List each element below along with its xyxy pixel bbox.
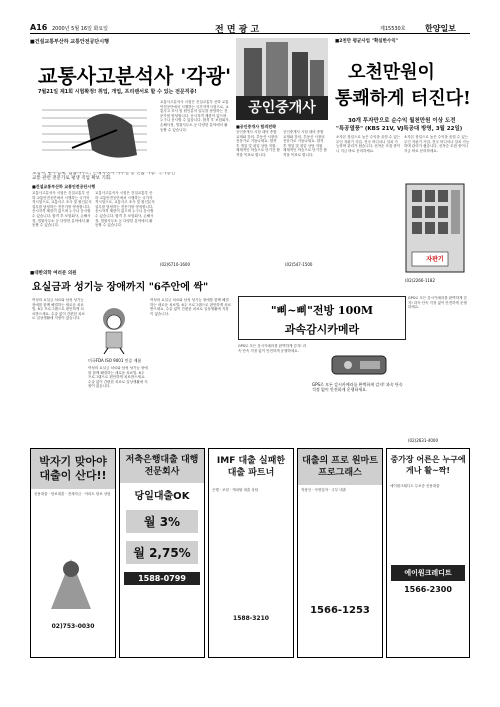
ad4-subtitle2: "특공열풍" (KBS 21V, VJ특공대 방영, 3월 22일) [336,126,463,132]
bottom-ad-3-title: IMF 대출 실패한 대출 파트너 [216,456,286,478]
bottom-ad-5-body: 에이원크레디트 무보증 신용대출 [390,484,440,488]
ad3-body-col2: 공인중개사 시험 대비 종합 교재와 강의. 부동산 시장의 전문가로 거듭나세요. 합격 후 개업 및 취업 상담 지원. 체계적인 학습으로 단기간 합격을 목표로 합니다. [283,130,327,157]
bottom-ad-1-body: 신용대출 · 담보대출 · 전세자금 · 아파트 담보 상담 [34,492,111,496]
ad2-cartoon [92,305,137,355]
ad5-title2: 과속감시카메라 [284,323,360,336]
ad1-body-col1: 교통사고분석사 시험은 건설교통부 산하 교통안전공단에서 시행하는 국가자격시험으로, 교통사고 조사 및 원인분석 업무를 담당하는 전문가를 양성합니다. 응시자격 제한이 없으며 누구나 응시할 수 있습니다. 합격 후 보험회사, 손해사정, 법률사무소 등 다양한 분야에서 활동할 수 있습니다. [32,191,92,228]
ad1-body-col2: 교통사고분석사 시험은 건설교통부 산하 교통안전공단에서 시행하는 국가자격시험으로, 교통사고 조사 및 원인분석 업무를 담당하는 전문가를 양성합니다. 응시자격 제한이 없으며 누구나 응시할 수 있습니다. 합격 후 보험회사, 손해사정, 법률사무소 등 다양한 분야에서 활동할 수 있습니다. [95,191,155,228]
bottom-ad-3-body: 은행 · 보험 · 캐피탈 대출 상담 [212,488,259,492]
ad1-teaser: 보험사, 운수업체, 법률사무소, 손해사정사 사무실 등 진출 가능. 국가공인 교통 관련 전문가로 평생 직업 확보 기회. [32,172,176,181]
ad2-body-col2: 여성의 요실금 치료와 남성 성기능 장애를 함께 해결하는 새로운 치료법. 6주 프로그램으로 편안하게 치료받으세요. 수술 없이 간편한 치료로 일상생활에 지장이 없습니다. [88,366,148,389]
bottom-ad-5-title: 중가장 어른은 누구에게나 활~짝! [390,455,466,475]
ad1-small-label: ■건설교통부산하 교통안전공단시행 [32,184,96,189]
ad2-body-col1: 여성의 요실금 치료와 남성 성기능 장애를 함께 해결하는 새로운 치료법. 6주 프로그램으로 편안하게 치료받으세요. 수술 없이 간편한 치료로 일상생활에 지장이 없습니다. [32,298,85,321]
bottom-ad-2-title: 저축은행대출 대행전문회사 [120,449,204,483]
issue-number: 제15530호 [380,26,406,32]
ad4-title1: 오천만원이 [348,62,435,83]
ad5-device-image [312,346,406,380]
ad4-machine-label: 자판기 [426,256,444,263]
ad4-body-col2: 소자본 창업으로 높은 수익을 올릴 수 있는 무인 자판기 사업. 전국 어디서나 설치 가능하며 관리가 쉽습니다. 선착순 모집 중이니 지금 바로 문의하세요. [404,135,470,153]
bottom-ad-5-brand: 에이원크레디트 [391,565,465,581]
bottom-ad-5 [386,448,470,658]
bottom-ad-5-phone: 1566-2300 [404,585,452,594]
ad1-phone: (02)6710-1600 [160,262,191,267]
bottom-ad-4-phone: 1566-1253 [310,605,370,616]
page-date: 2000년 5월 16일 화요일 [52,26,109,32]
ad4-body-col1: 소자본 창업으로 높은 수익을 올릴 수 있는 무인 자판기 사업. 전국 어디서나 설치 가능하며 관리가 쉽습니다. 선착순 모집 중이니 지금 바로 문의하세요. [336,135,401,153]
bottom-ad-2-phone: 1588-0799 [124,572,200,585]
ad5-title-box [238,296,406,340]
ad3-label: ■공인중개사 합격전략 [236,124,276,129]
ad4-title2: 통쾌하게 터진다! [335,88,471,109]
bottom-ad-1-phone: 02)753-0030 [51,623,95,630]
ad5-body-col2: GPS로 모든 감시카메라를 완벽하게 감지! 과속 단속 걱정 없이 안전하게 운행하세요. [408,296,467,310]
bottom-ad-2 [119,448,205,658]
ad1-hand-image [32,100,157,168]
paper-brand: 한양일보 [425,24,456,33]
ad1-body-col3: 교통사고분석사 시험은 건설교통부 산하 교통안전공단에서 시행하는 국가자격시험으로, 교통사고 조사 및 원인분석 업무를 담당하는 전문가를 양성합니다. 응시자격 제한이 없으며 누구나 응시할 수 있습니다. 합격 후 보험회사, 손해사정, 법률사무소 등 다양한 분야에서 활동할 수 있습니다. [160,100,230,132]
ad2-cert: 미국FDA ISO 9001 인증 제품 [88,358,142,363]
ad4-subtitle: 30개 투자만으로 순수익 월천만원 이상 도전 [348,118,456,124]
ad5-body-col1: GPS로 모든 감시카메라를 완벽하게 감지! 과속 단속 걱정 없이 안전하게 운행하세요. [238,344,307,353]
bottom-ad-4-title: 대출의 프로 원마트 프로그래스 [298,449,382,485]
ad5-body: GPS로 모든 감시카메라를 완벽하게 감지! 과속 단속 걱정 없이 안전하게 운행하세요. [312,382,403,392]
ad5-title1: "삐~삐"전방 100M [270,304,374,317]
bottom-ad-4-body: 직장인 · 자영업자 · 주부 대출 [301,488,346,492]
ad3-phone: (02)547-1500 [285,262,313,267]
section-title: 전 면 광 고 [215,25,260,35]
ad3-body-col1: 공인중개사 시험 대비 종합 교재와 강의. 부동산 시장의 전문가로 거듭나세요. 합격 후 개업 및 취업 상담 지원. 체계적인 학습으로 단기간 합격을 목표로 합니다. [236,130,280,157]
bottom-ad-1-figure [31,549,115,619]
page-number: A16 [30,23,48,32]
bottom-ad-4 [297,448,383,658]
ad3-banner: 공인중개사 [236,96,328,120]
ad4-label: ■2천만 평균사업 "확실한수익" [335,39,399,44]
ad1-title: 교통사고분석사 '각광' [38,64,232,88]
bottom-ad-2-tag: 당일대출OK [134,491,190,502]
ad4-phone: (02)2266-1182 [405,278,436,283]
ad1-label: ■건설교통부산하 교통안전공단시행 [30,39,109,45]
bottom-ad-3-phone: 1588-3210 [233,615,269,622]
ad1-subtitle: 7월21일 제1회 시험확정! 취업, 개업, 프리랜서로 할 수 있는 전문직종! [38,89,197,95]
ad2-label: ■대한의학 여러분 의원 [30,271,77,276]
bottom-ad-2-rate2: 월 2,75% [126,541,198,564]
bottom-ad-3 [208,448,294,658]
ad2-body-col3: 여성의 요실금 치료와 남성 성기능 장애를 함께 해결하는 새로운 치료법. 6주 프로그램으로 편안하게 치료받으세요. 수술 없이 간편한 치료로 일상생활에 지장이 없습니다. [150,298,232,316]
bottom-ad-2-rate1: 월 3% [126,510,198,533]
ad5-phone: (02)2631-4000 [408,438,439,443]
ad2-title: 요실금과 성기능 장애까지 "6주안에 싹" [32,282,209,293]
page-header [30,22,470,34]
bottom-ad-1 [30,448,116,658]
bottom-ad-1-title: 박자기 맞아야 대출이 산다!! [31,449,115,489]
